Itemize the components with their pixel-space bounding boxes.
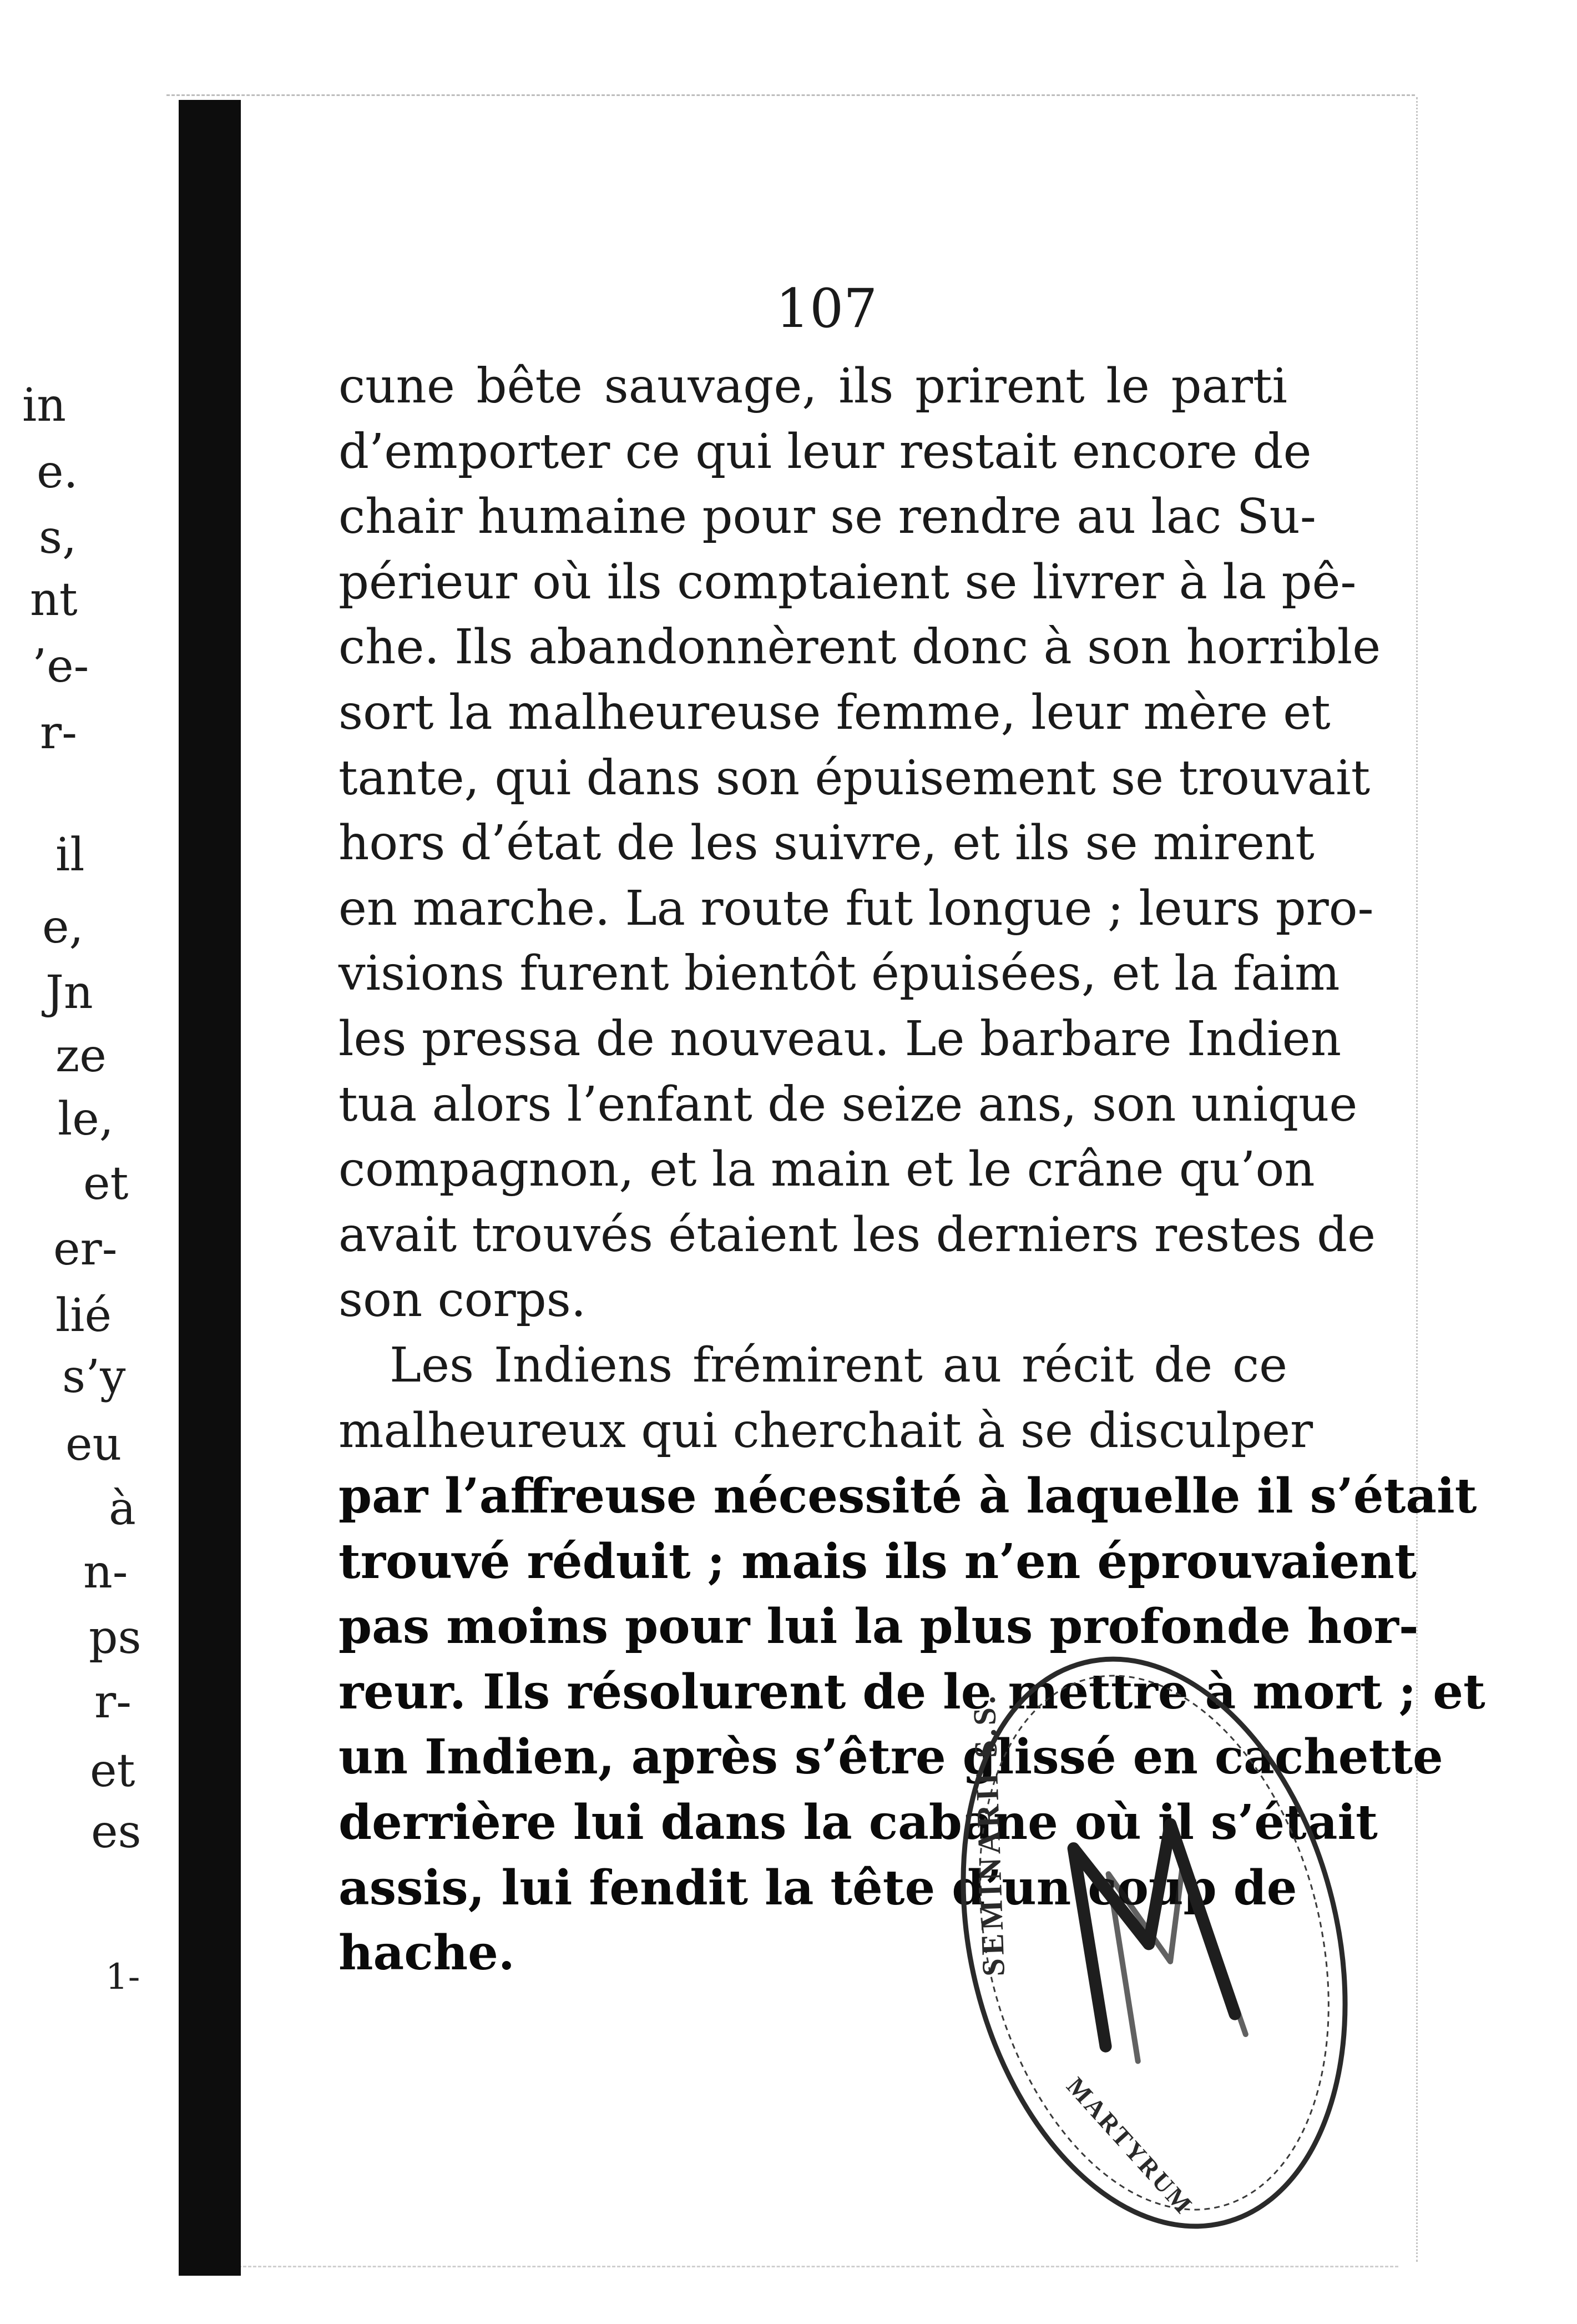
binding-gutter	[179, 100, 241, 2276]
library-stamp	[943, 1632, 1365, 2254]
left-page-fragments	[0, 0, 178, 2324]
text-line: compagnon, et la main et le crâne qu’on	[338, 1142, 1315, 1198]
text-line: malheureux qui cherchait à se disculper	[338, 1403, 1313, 1459]
page-edge-right	[1416, 97, 1420, 2262]
left-fragment: et	[83, 1157, 129, 1210]
paragraph-1	[338, 354, 1381, 1333]
left-fragment: le,	[58, 1093, 114, 1146]
text-line: les pressa de nouveau. Le barbare Indien	[338, 1011, 1342, 1067]
text-line: par l’affreuse nécessité à laquelle il s’était	[338, 1468, 1477, 1525]
text-line: hache.	[338, 1925, 515, 1982]
left-fragment: s’y	[62, 1350, 126, 1403]
text-line: visions furent bientôt épuisées, et la faim	[338, 946, 1340, 1002]
left-fragment: Jn	[46, 966, 93, 1019]
left-fragment: es	[91, 1806, 141, 1858]
text-line: sort la malheureuse femme, leur mère et	[338, 684, 1331, 740]
text-line: che. Ils abandonnèrent donc à son horrible	[338, 619, 1381, 675]
left-fragment: nt	[30, 573, 78, 626]
text-line: Les Indiens frémirent au récit de ce	[390, 1337, 1287, 1393]
text-line: tante, qui dans son épuisement se trouvait	[338, 750, 1371, 806]
text-line: hors d’état de les suivre, et ils se mirent	[338, 815, 1315, 871]
left-fragment: 1-	[105, 1957, 140, 1998]
left-fragment: r-	[94, 1676, 132, 1728]
left-fragment: ’e-	[32, 640, 89, 693]
left-fragment: et	[90, 1745, 135, 1797]
left-fragment: n-	[83, 1546, 128, 1599]
left-fragment: ps	[89, 1611, 141, 1664]
text-line: d’emporter ce qui leur restait encore de	[338, 424, 1312, 480]
text-line: périeur où ils comptaient se livrer à la pê-	[338, 554, 1357, 610]
svg-text:MARTYRUM: MARTYRUM	[1061, 2071, 1199, 2221]
text-line: cune bête sauvage, ils prirent le parti	[338, 359, 1287, 414]
text-line: pas moins pour lui la plus profonde hor-	[338, 1599, 1419, 1655]
text-line: un Indien, après s’être glissé en cachette	[338, 1729, 1443, 1786]
left-fragment: il	[55, 829, 85, 881]
text-line: tua alors l’enfant de seize ans, son unique	[338, 1076, 1358, 1132]
text-line: reur. Ils résolurent de le mettre à mort ; et	[338, 1663, 1485, 1720]
left-fragment: in	[22, 379, 67, 432]
page-edge-top	[166, 94, 1415, 98]
page-edge-bottom	[233, 2266, 1398, 2270]
text-line: derrière lui dans la cabane où il s’était	[338, 1794, 1378, 1851]
svg-text:SEMINARII S.S.: SEMINARII S.S.	[966, 1692, 1012, 1977]
text-line: son corps.	[338, 1272, 587, 1328]
left-fragment: r-	[40, 707, 77, 759]
text-line: trouvé réduit ; mais ils n’en éprouvaient	[338, 1533, 1417, 1590]
text-line: en marche. La route fut longue ; leurs pro-	[338, 880, 1374, 936]
text-line: avait trouvés étaient les derniers restes de	[338, 1207, 1376, 1263]
left-fragment: e.	[37, 446, 78, 498]
left-fragment: lié	[55, 1289, 112, 1342]
left-fragment: ze	[55, 1030, 107, 1082]
text-line: chair humaine pour se rendre au lac Su-	[338, 489, 1316, 545]
page-number: 107	[776, 278, 878, 340]
left-fragment: eu	[65, 1418, 122, 1471]
text-line: assis, lui fendit la tête d’un coup de	[338, 1859, 1297, 1916]
left-fragment: er-	[53, 1223, 118, 1276]
left-fragment: à	[109, 1483, 136, 1535]
left-fragment: s,	[39, 511, 77, 564]
left-fragment: e,	[42, 901, 84, 954]
